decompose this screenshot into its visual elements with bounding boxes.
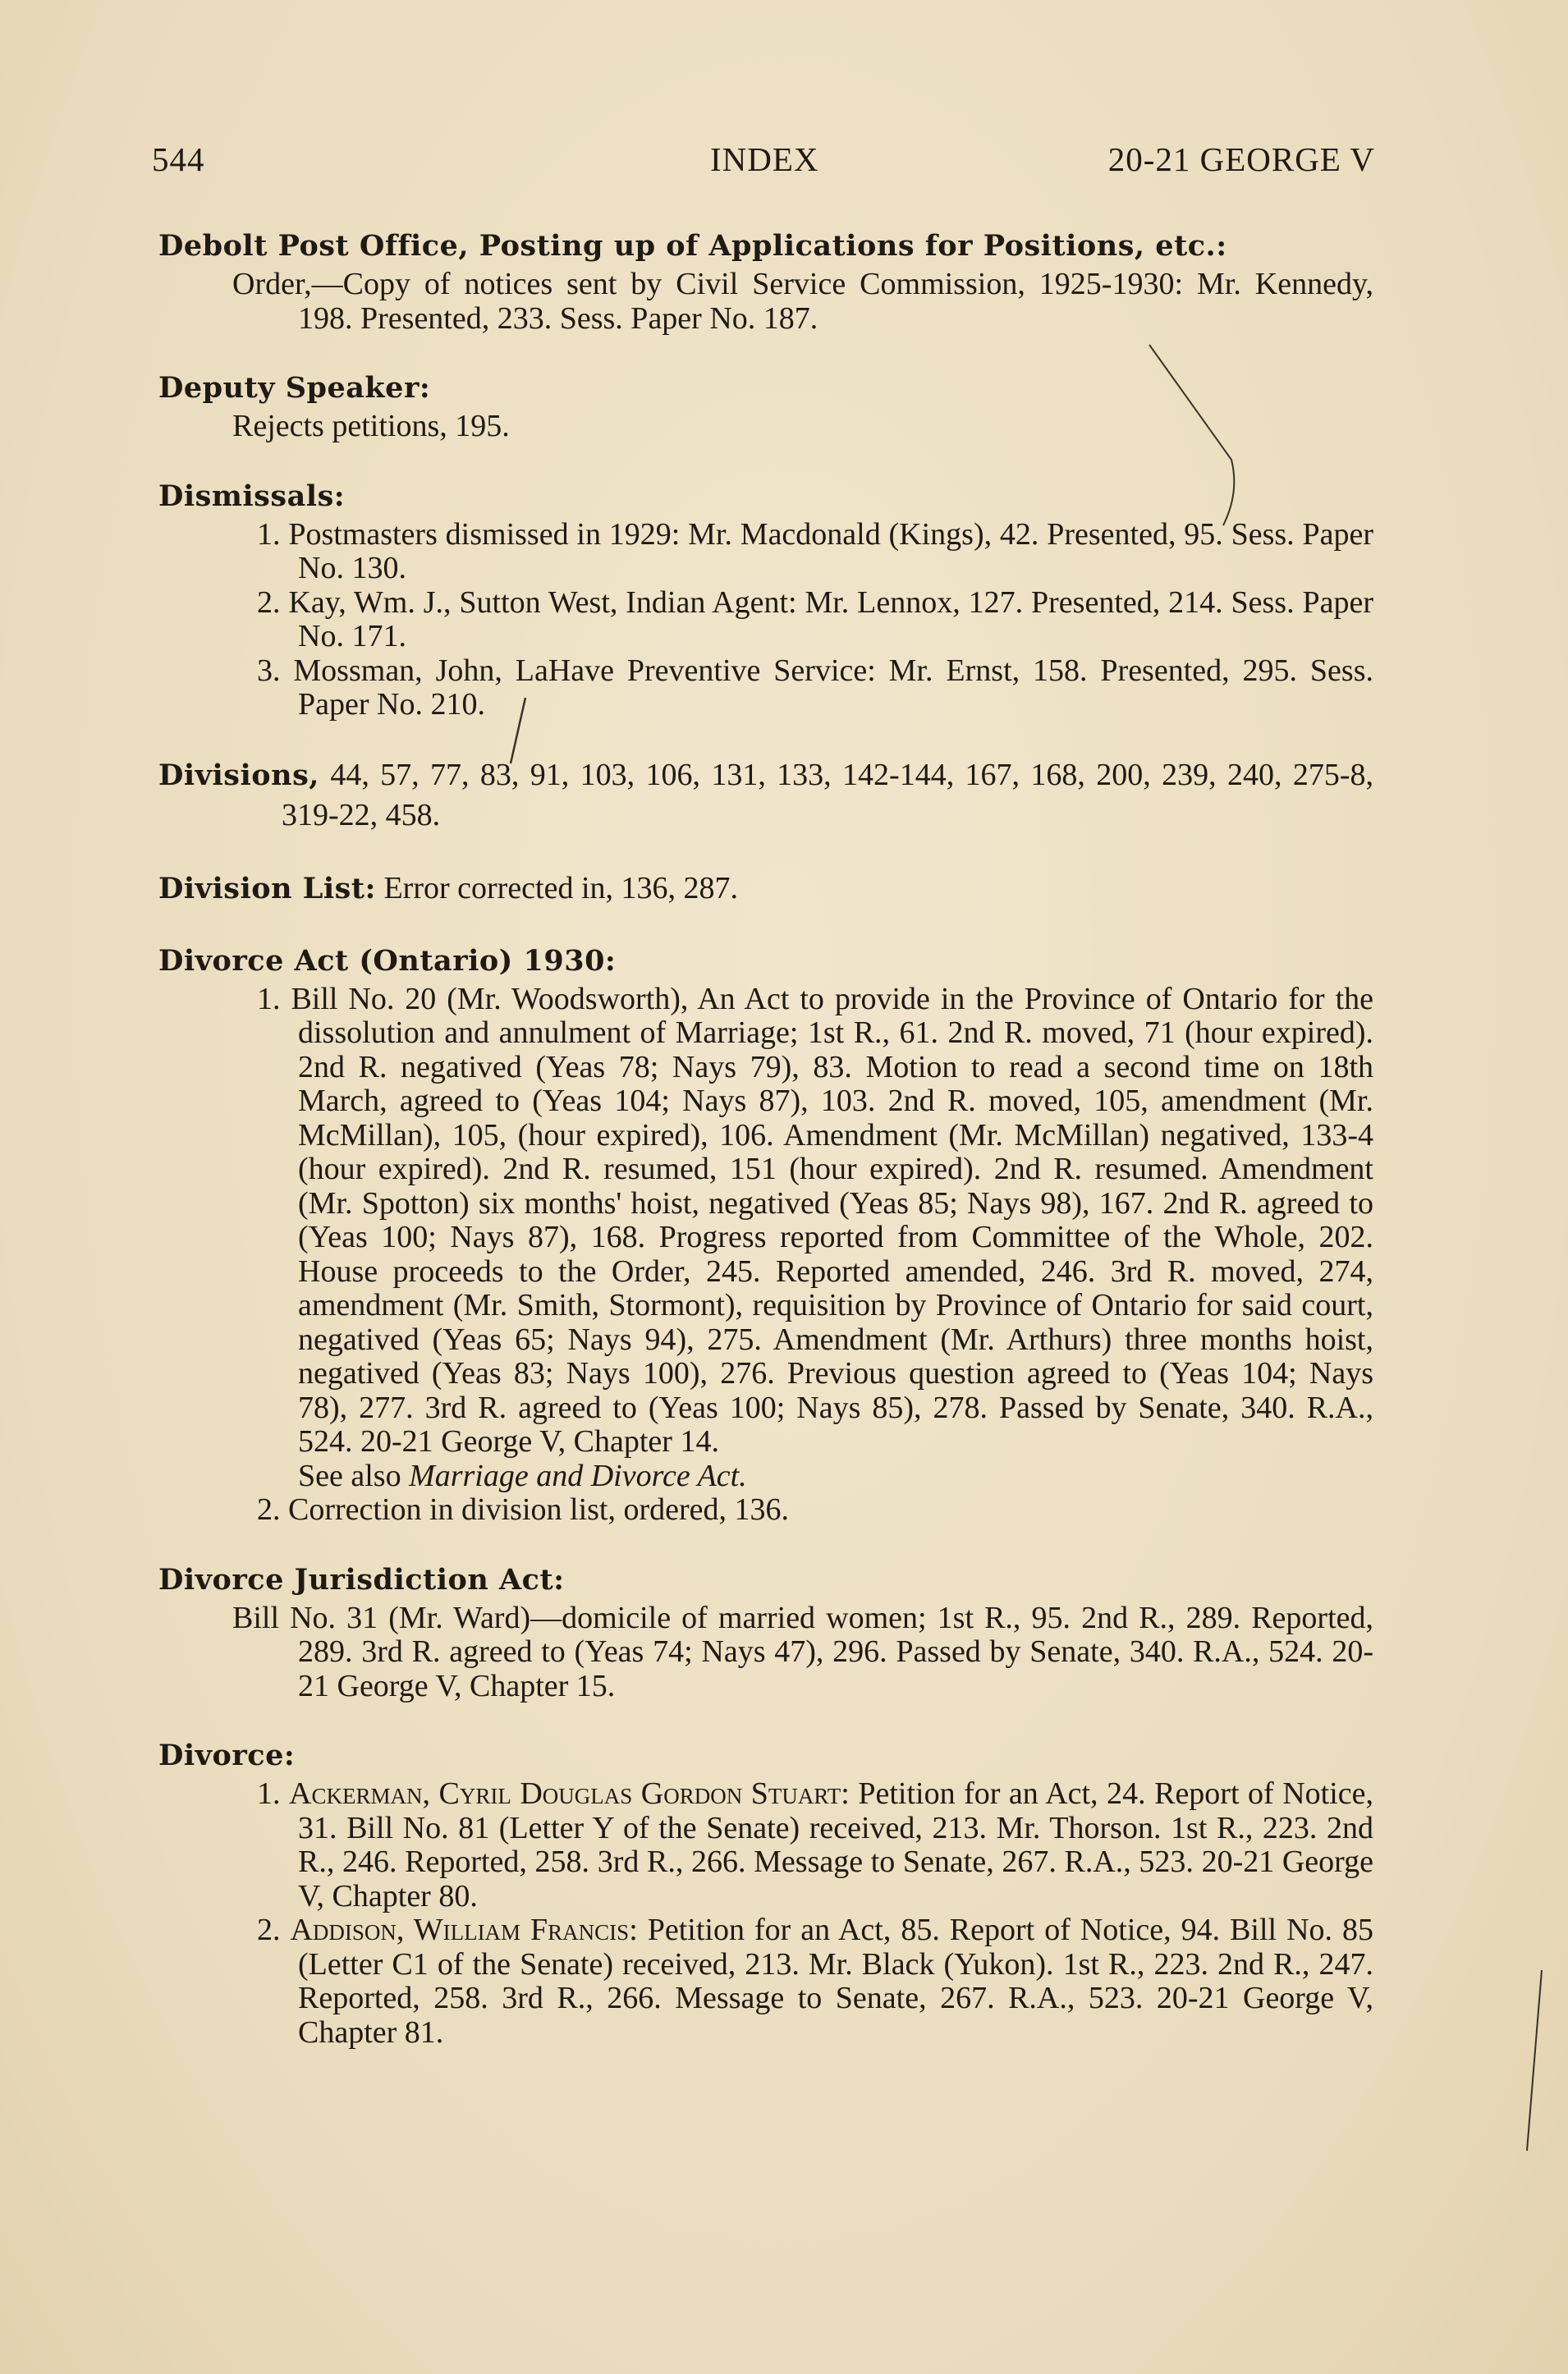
item-text: Correction in division list, ordered, 136. — [288, 1492, 790, 1527]
see-also-reference: Marriage and Divorce Act. — [409, 1458, 747, 1493]
entry-text: Order,—Copy of notices sent by Civil Service Commission, 1925-1930: Mr. Kennedy, 198. Presented, 233. Sess. Paper No. 187. — [232, 267, 1373, 336]
item-text: Bill No. 20 (Mr. Woodsworth), An Act to provide in the Province of Ontario for the dissolution and annulment of Marriage; 1st R., 61. 2nd R. moved, 71 (hour expired). 2nd R. negatived (Yeas 78; Nays 79), 83. Motion to read a second time on 18th March, agreed to (Yeas 104; Nays 87), 103. 2nd R. moved, 105, amendment (Mr. McMillan), 105, (hour expired), 106. Amendment (Mr. McMillan) negatived, 133-4 (hour expired). 2nd R. resumed, 151 (hour expired). 2nd R. resumed. Amendment (Mr. Spotton) six months' hoist, negatived (Yeas 85; Nays 98), 167. 2nd R. agreed to (Yeas 100; Nays 87), 168. Progress reported from Committee of the Whole, 202. House proceeds to the Order, 245. Reported amended, 246. 3rd R. moved, 274, amendment (Mr. Smith, Stormont), requisition by Province of Ontario for said court, negatived (Yeas 65; Nays 94), 275. Amendment (Mr. Arthurs) three months hoist, negatived (Yeas 83; Nays 100), 276. Previous question agreed to (Yeas 104; Nays 78), 277. 3rd R. agreed to (Yeas 100; Nays 85), 278. Passed by Senate, 340. R.A., 524. 20-21 George V, Chapter 14. — [291, 981, 1373, 1459]
entry-heading: Deputy Speaker: — [158, 371, 431, 405]
item-number: 1. — [257, 516, 281, 552]
heading-text: Error corrected in, 136, 287. — [375, 870, 739, 905]
item-number: 1. — [257, 981, 281, 1016]
item-text: Postmasters dismissed in 1929: Mr. Macdonald (Kings), 42. Presented, 95. Sess. Paper No. 130. — [288, 516, 1373, 585]
entry-text: Rejects petitions, 195. — [232, 409, 510, 443]
running-head: 20-21 GEORGE V — [1107, 140, 1375, 178]
entry-heading: Dismissals: — [158, 479, 346, 513]
entry-heading: Divorce: — [158, 1739, 296, 1772]
item-text: : Petition for an Act, 85. Report of Notice, 94. Bill No. 85 (Letter C1 of the Senate) received, 213. Mr. Black (Yukon). 1st R., 223. 2nd R., 247. Reported, 258. 3rd R., 266. Message to Senate, 267. R.A., 523. 20-21 George V, Chapter 81. — [298, 1913, 1374, 2050]
heading-text: 44, 57, 77, 83, 91, 103, 106, 131, 133, 142-144, 167, 168, 200, 239, 240, 275-8, 319-22, 458. — [282, 757, 1373, 832]
item-text: : Petition for an Act, 24. Report of Notice, 31. Bill No. 81 (Letter Y of the Senate) received, 213. Mr. Thorson. 1st R., 223. 2nd R., 246. Reported, 258. 3rd R., 266. Message to Senate, 267. R.A., 523. 20-21 George V, Chapter 80. — [298, 1776, 1373, 1913]
heading-label: Division List: — [158, 871, 376, 905]
item-number: 2. — [257, 1913, 281, 1947]
heading-label: Divisions, — [158, 758, 319, 792]
see-also-prefix: See also — [298, 1458, 410, 1493]
item-number: 3. — [257, 653, 281, 688]
page-number: 544 — [152, 140, 205, 178]
item-number: 2. — [257, 584, 281, 620]
item-number: 2. — [257, 1492, 281, 1527]
page-title: INDEX — [710, 140, 819, 178]
item-text: Mossman, John, LaHave Preventive Service: Mr. Ernst, 158. Presented, 295. Sess. Paper No. 210. — [293, 653, 1373, 722]
entry-heading: Divorce Jurisdiction Act: — [158, 1562, 565, 1597]
entry-heading: Divorce Act (Ontario) 1930: — [158, 943, 617, 978]
item-number: 1. — [257, 1776, 281, 1811]
petitioner-name: Addison, William Francis — [290, 1913, 630, 1947]
entry-heading: Debolt Post Office, Posting up of Applications for Positions, etc.: — [158, 229, 1227, 263]
petitioner-name: Ackerman, Cyril Douglas Gordon Stuart — [289, 1776, 841, 1811]
item-text: Kay, Wm. J., Sutton West, Indian Agent: Mr. Lennox, 127. Presented, 214. Sess. Paper No. 171. — [288, 584, 1374, 653]
entry-text: Bill No. 31 (Mr. Ward)—domicile of married women; 1st R., 95. 2nd R., 289. Reported, 289. 3rd R. agreed to (Yeas 74; Nays 47), 296. Passed by Senate, 340. R.A., 524. 20-21 George V, Chapter 15. — [232, 1600, 1373, 1703]
